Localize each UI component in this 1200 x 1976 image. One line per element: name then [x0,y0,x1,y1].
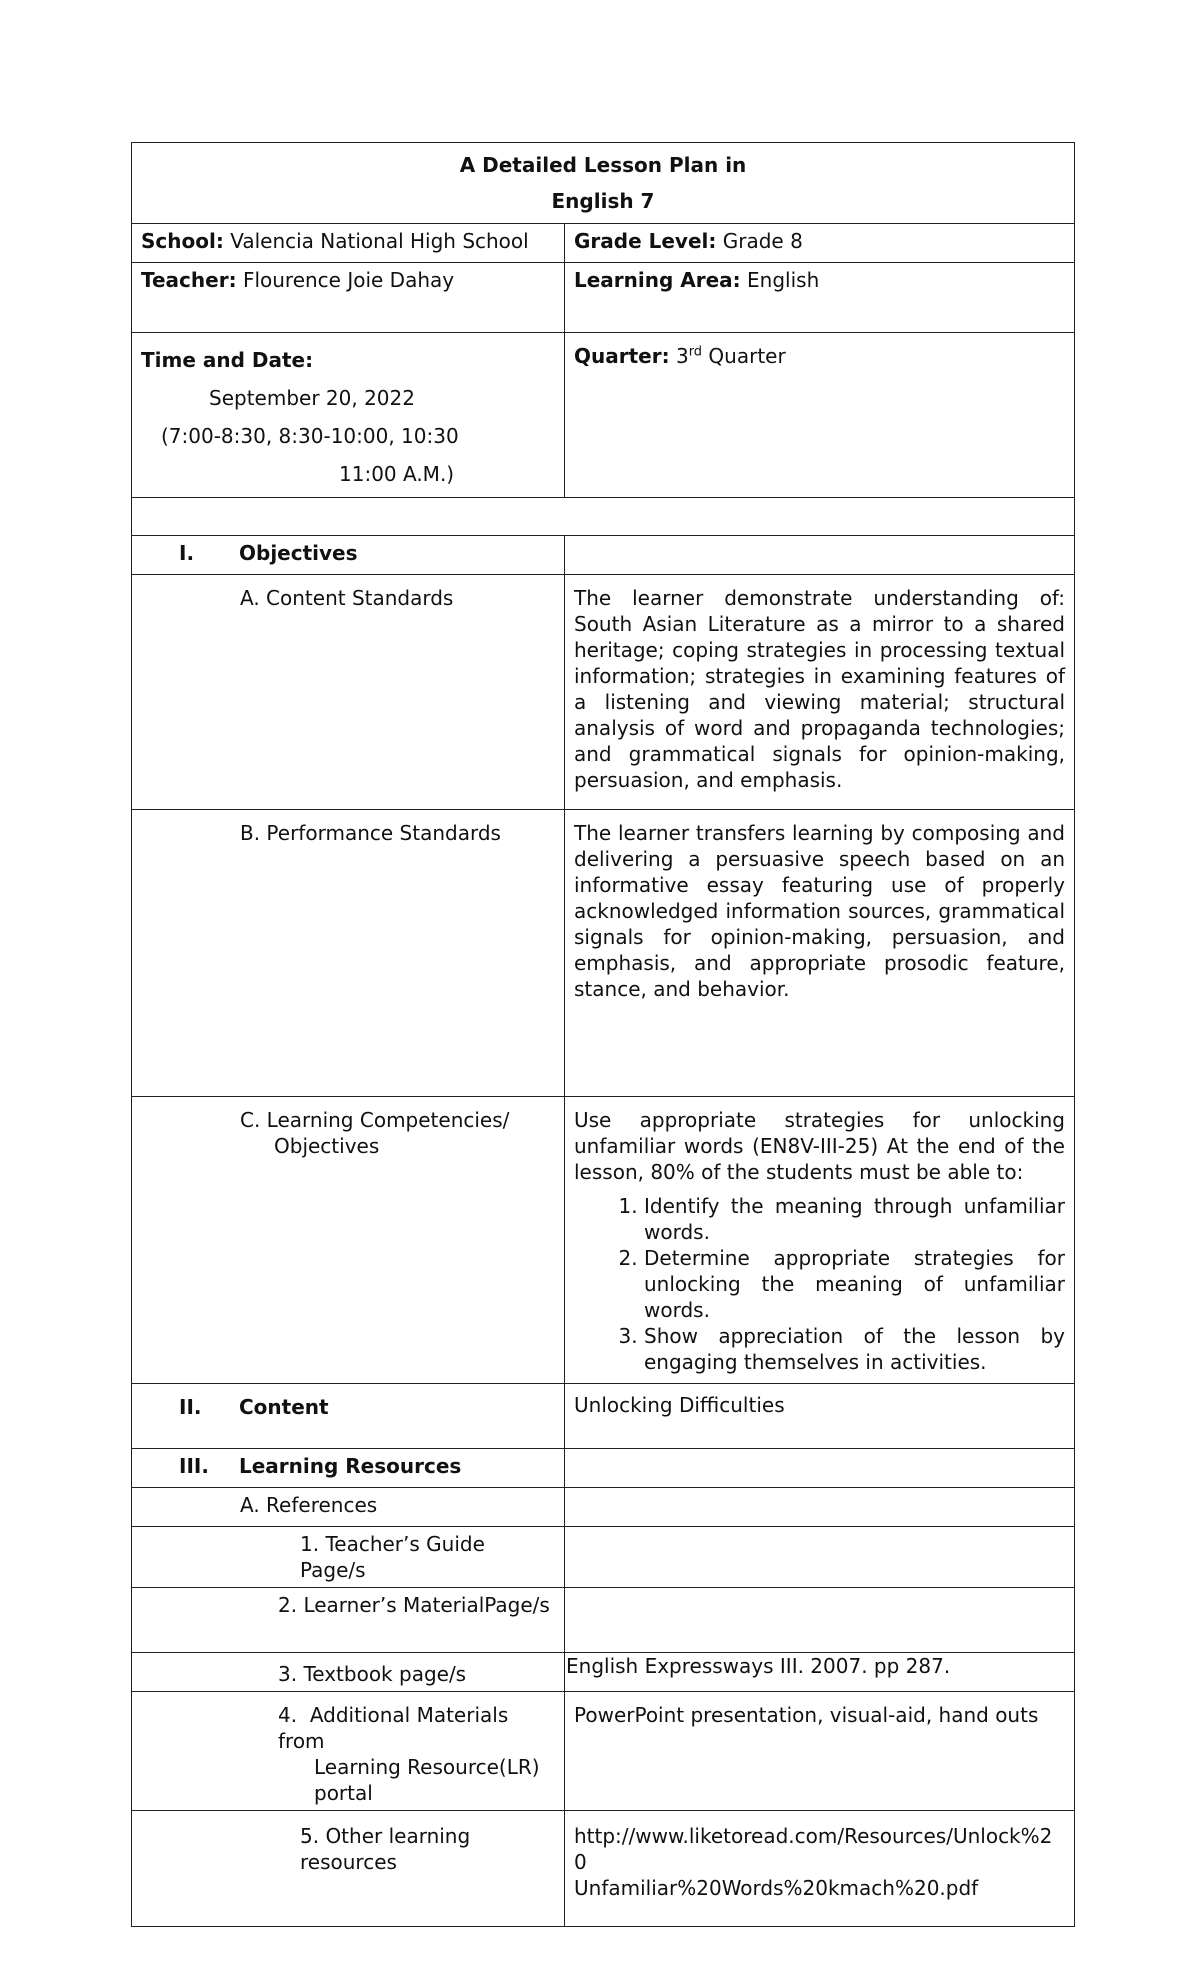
content-title: Content [239,1395,329,1419]
additional-label-line-1: Additional Materials from [278,1703,509,1753]
resources-heading-cell [132,1449,565,1488]
time-line-1: (7:00-8:30, 8:30-10:00, 10:30 [161,424,459,448]
quarter-sup: rd [688,344,703,360]
school-row [132,224,1075,263]
textbook-value: English Expressways III. 2007. pp 287. [565,1653,1075,1692]
content-standards-label: A. Content Standards [132,575,565,810]
competencies-text-cell [565,1097,1075,1384]
objectives-row [132,536,1075,575]
content-standards-text: The learner demonstrate understanding of: South Asian Literature as a mirror to a shared heritage; coping strategies in processing textual information; strategies in examining features of a listening and viewing material; structural analysis of word and propaganda technologies; and grammatical signals for opinion-making, persuasion, and emphasis. [565,575,1075,810]
time-row [132,333,1075,498]
title-line-2: English 7 [551,189,655,213]
other-resources-row [132,1811,1075,1927]
learners-material-row [132,1588,1075,1653]
textbook-label: 3. Textbook page/s [132,1653,565,1692]
time-cell [132,333,565,498]
school-cell [132,224,565,263]
title-cell [132,143,1075,224]
learners-material-label: 2. Learner’s MaterialPage/s [132,1588,565,1653]
competencies-list [574,1193,1065,1375]
competencies-label-line-1: C. Learning Competencies/ [240,1108,510,1132]
competencies-row [132,1097,1075,1384]
other-resources-url-line-1: http://www.liketoread.com/Resources/Unlock%20 [574,1824,1053,1874]
resources-num: III. [179,1454,209,1478]
spacer-row [132,498,1075,536]
list-item: 1. Identify the meaning through unfamiliar words. [644,1193,1065,1245]
date-value: September 20, 2022 [209,386,415,410]
content-value: Unlocking Difficulties [565,1384,1075,1449]
grade-value: Grade 8 [722,229,803,253]
area-cell [565,263,1075,333]
performance-standards-row [132,810,1075,1097]
other-resources-label: 5. Other learning resources [132,1811,565,1927]
other-resources-url-line-2: Unfamiliar%20Words%20kmach%20.pdf [574,1876,979,1900]
competencies-label-line-2: Objectives [274,1134,380,1158]
content-num: II. [179,1395,202,1419]
time-label: Time and Date: [141,348,314,372]
other-resources-value-cell [565,1811,1075,1927]
additional-num: 4. [278,1703,298,1727]
references-empty-cell [565,1488,1075,1527]
area-label: Learning Area: [574,268,741,292]
resources-title: Learning Resources [239,1454,462,1478]
teacher-row [132,263,1075,333]
resources-row [132,1449,1075,1488]
school-label: School: [141,229,224,253]
additional-label-line-2: Learning Resource(LR) [314,1755,540,1779]
teachers-guide-row [132,1527,1075,1588]
grade-cell [565,224,1075,263]
competencies-intro: Use appropriate strategies for unlocking unfamiliar words (EN8V-III-25) At the end of the lesson, 80% of the students must be able to: [574,1108,1065,1184]
performance-standards-text: The learner transfers learning by composing and delivering a persuasive speech based on an informative essay featuring use of properly acknowledged information sources, grammatical signals for opinion-making, persuasion, and emphasis, and appropriate prosodic feature, stance, and behavior. [565,810,1075,1097]
content-heading-cell [132,1384,565,1449]
resources-empty-cell [565,1449,1075,1488]
spacer-cell [132,498,1075,536]
quarter-cell [565,333,1075,498]
references-row [132,1488,1075,1527]
learners-material-empty-cell [565,1588,1075,1653]
grade-label: Grade Level: [574,229,717,253]
competencies-label-cell [132,1097,565,1384]
title-row [132,143,1075,224]
title-line-1: A Detailed Lesson Plan in [459,153,747,177]
performance-standards-label: B. Performance Standards [132,810,565,1097]
textbook-row [132,1653,1075,1692]
additional-materials-value: PowerPoint presentation, visual-aid, hand outs [565,1692,1075,1811]
additional-label-line-3: portal [314,1781,373,1805]
objectives-heading-cell [132,536,565,575]
objectives-num: I. [179,541,195,565]
time-line-2: 11:00 A.M.) [339,462,455,486]
teachers-guide-empty-cell [565,1527,1075,1588]
content-standards-row [132,575,1075,810]
quarter-num: 3 [675,344,689,368]
teacher-label: Teacher: [141,268,237,292]
teacher-value: Flourence Joie Dahay [242,268,455,292]
quarter-label: Quarter: [574,344,670,368]
objectives-title: Objectives [239,541,358,565]
additional-materials-label-cell [132,1692,565,1811]
list-item: 2. Determine appropriate strategies for unlocking the meaning of unfamiliar words. [644,1245,1065,1323]
lesson-plan-table [131,142,1075,1927]
quarter-word: Quarter [708,344,786,368]
area-value: English [747,268,820,292]
list-item: 3. Show appreciation of the lesson by engaging themselves in activities. [644,1323,1065,1375]
teacher-cell [132,263,565,333]
objectives-empty-cell [565,536,1075,575]
references-label: A. References [132,1488,565,1527]
teachers-guide-label: 1. Teacher’s Guide Page/s [132,1527,565,1588]
content-row [132,1384,1075,1449]
school-value: Valencia National High School [230,229,529,253]
additional-materials-row [132,1692,1075,1811]
